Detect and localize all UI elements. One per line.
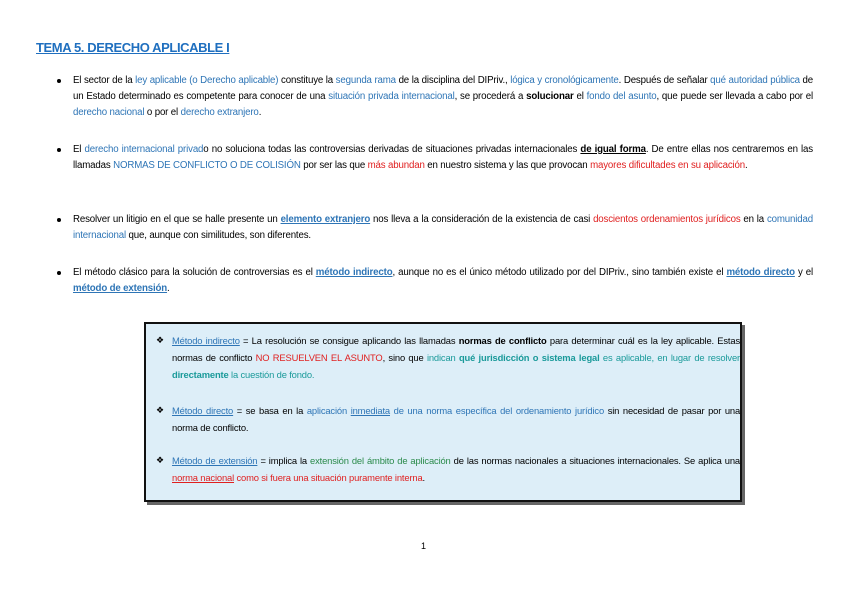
text-segment: de la disciplina del DIPriv., — [395, 75, 511, 86]
diamond-bullet-icon: ❖ — [156, 455, 164, 465]
methods-summary-box — [144, 322, 742, 502]
text-segment: directamente — [172, 369, 229, 380]
text-segment: norma nacional — [172, 472, 235, 483]
text-segment: . Después de señalar — [618, 75, 711, 86]
text-segment: fondo del asunto — [586, 91, 657, 102]
text-segment: la cuestión de fondo. — [228, 369, 315, 380]
text-segment: y el — [794, 267, 813, 278]
text-segment: comunidad internacional — [73, 214, 813, 241]
text-segment: o no soluciona todas las controversias derivadas de situaciones privadas internacionales — [203, 144, 581, 155]
bullet-paragraph — [73, 212, 813, 244]
text-segment: es aplicable, en lugar de resolver — [599, 352, 740, 363]
bullet-paragraph — [73, 265, 813, 297]
page-number: 1 — [421, 541, 427, 551]
text-segment: NORMAS DE CONFLICTO O DE COLISIÓN — [113, 160, 301, 171]
text-segment: Método indirecto — [172, 335, 240, 346]
text-segment: método de extensión — [73, 283, 168, 294]
text-segment: derecho extranjero — [180, 107, 259, 118]
text-segment: inmediata — [350, 405, 390, 416]
text-segment: aplicación — [306, 405, 351, 416]
method-item — [156, 402, 741, 436]
text-segment: elemento extranjero — [280, 214, 371, 225]
text-segment: nos lleva a la consideración de la existencia de casi — [370, 214, 594, 225]
text-segment: en nuestro sistema y las que provocan — [424, 160, 591, 171]
text-segment: lógica y cronológicamente — [510, 75, 619, 86]
text-segment: normas de conflicto — [458, 335, 547, 346]
text-segment: método indirecto — [315, 267, 393, 278]
text-segment: , que puede ser llevada a cabo por el — [656, 91, 814, 102]
text-segment: . — [167, 283, 170, 294]
text-segment: . — [258, 107, 262, 118]
bullet-dot-icon — [57, 218, 61, 222]
text-segment: = La resolución se consigue aplicando las llamadas — [239, 335, 459, 346]
text-segment: . — [745, 160, 748, 171]
text-segment: por ser las que — [300, 160, 368, 171]
text-segment: Método de extensión — [172, 455, 258, 466]
page-title: TEMA 5. DERECHO APLICABLE I — [36, 40, 230, 55]
text-segment: , sino que — [382, 352, 427, 363]
bullet-dot-icon — [57, 271, 61, 275]
text-segment: derecho nacional — [73, 107, 145, 118]
diamond-bullet-icon: ❖ — [156, 335, 164, 345]
method-item — [156, 452, 740, 486]
text-segment: mayores dificultades en su aplicación — [590, 160, 745, 171]
text-segment: de un Estado determinado es competente para conocer de una — [73, 75, 813, 102]
text-segment: de las normas nacionales a situaciones internacionales. Se aplica una — [450, 455, 740, 466]
text-segment: de igual forma — [580, 144, 646, 155]
text-segment: constituye la — [278, 75, 336, 86]
text-segment: , se procederá a — [454, 91, 527, 102]
text-segment: , aunque no es el único método utilizado por del DIPriv., sino también existe el — [392, 267, 727, 278]
text-segment: método directo — [726, 267, 795, 278]
bullet-dot-icon — [57, 79, 61, 83]
text-segment: ley aplicable (o Derecho aplicable) — [135, 75, 279, 86]
text-segment: El método clásico para la solución de controversias es el — [73, 267, 316, 278]
bullet-paragraph — [73, 142, 813, 174]
bullet-dot-icon — [57, 148, 61, 152]
text-segment: de una norma específica del ordenamiento jurídico — [390, 405, 605, 416]
text-segment: = implica la — [257, 455, 311, 466]
text-segment: el — [573, 91, 587, 102]
text-segment: extensión del ámbito de aplicación — [310, 455, 451, 466]
text-segment: qué jurisdicción o sistema legal — [458, 352, 600, 363]
text-segment: o por el — [144, 107, 181, 118]
diamond-bullet-icon: ❖ — [156, 405, 164, 415]
text-segment: = se basa en la — [233, 405, 307, 416]
method-item — [156, 332, 740, 383]
text-segment: como si fuera una situación puramente interna — [234, 472, 423, 483]
text-segment: NO RESUELVEN EL ASUNTO — [255, 352, 383, 363]
text-segment: derecho internacional privad — [84, 144, 204, 155]
text-segment: . — [422, 472, 426, 483]
text-segment: qué autoridad pública — [710, 75, 800, 86]
text-segment: más abundan — [367, 160, 425, 171]
text-segment: en la — [740, 214, 767, 225]
text-segment: doscientos ordenamientos jurídicos — [593, 214, 741, 225]
text-segment: . De entre ellas nos centraremos en las llamadas — [73, 144, 813, 171]
text-segment: Resolver un litigio en el que se halle presente un — [73, 214, 281, 225]
text-segment: Método directo — [172, 405, 234, 416]
text-segment: El — [73, 144, 85, 155]
text-segment: segunda rama — [335, 75, 396, 86]
text-segment: solucionar — [526, 91, 574, 102]
text-segment: situación privada internacional — [328, 91, 455, 102]
text-segment: indican — [426, 352, 459, 363]
text-segment: sin necesidad de pasar por una norma de conflicto. — [172, 405, 741, 433]
bullet-paragraph — [73, 73, 813, 121]
text-segment: El sector de la — [73, 75, 136, 86]
text-segment: que, aunque con similitudes, son diferentes. — [125, 230, 311, 241]
text-segment: para determinar cuál es la ley aplicable. Estas normas de conflicto — [172, 335, 740, 363]
